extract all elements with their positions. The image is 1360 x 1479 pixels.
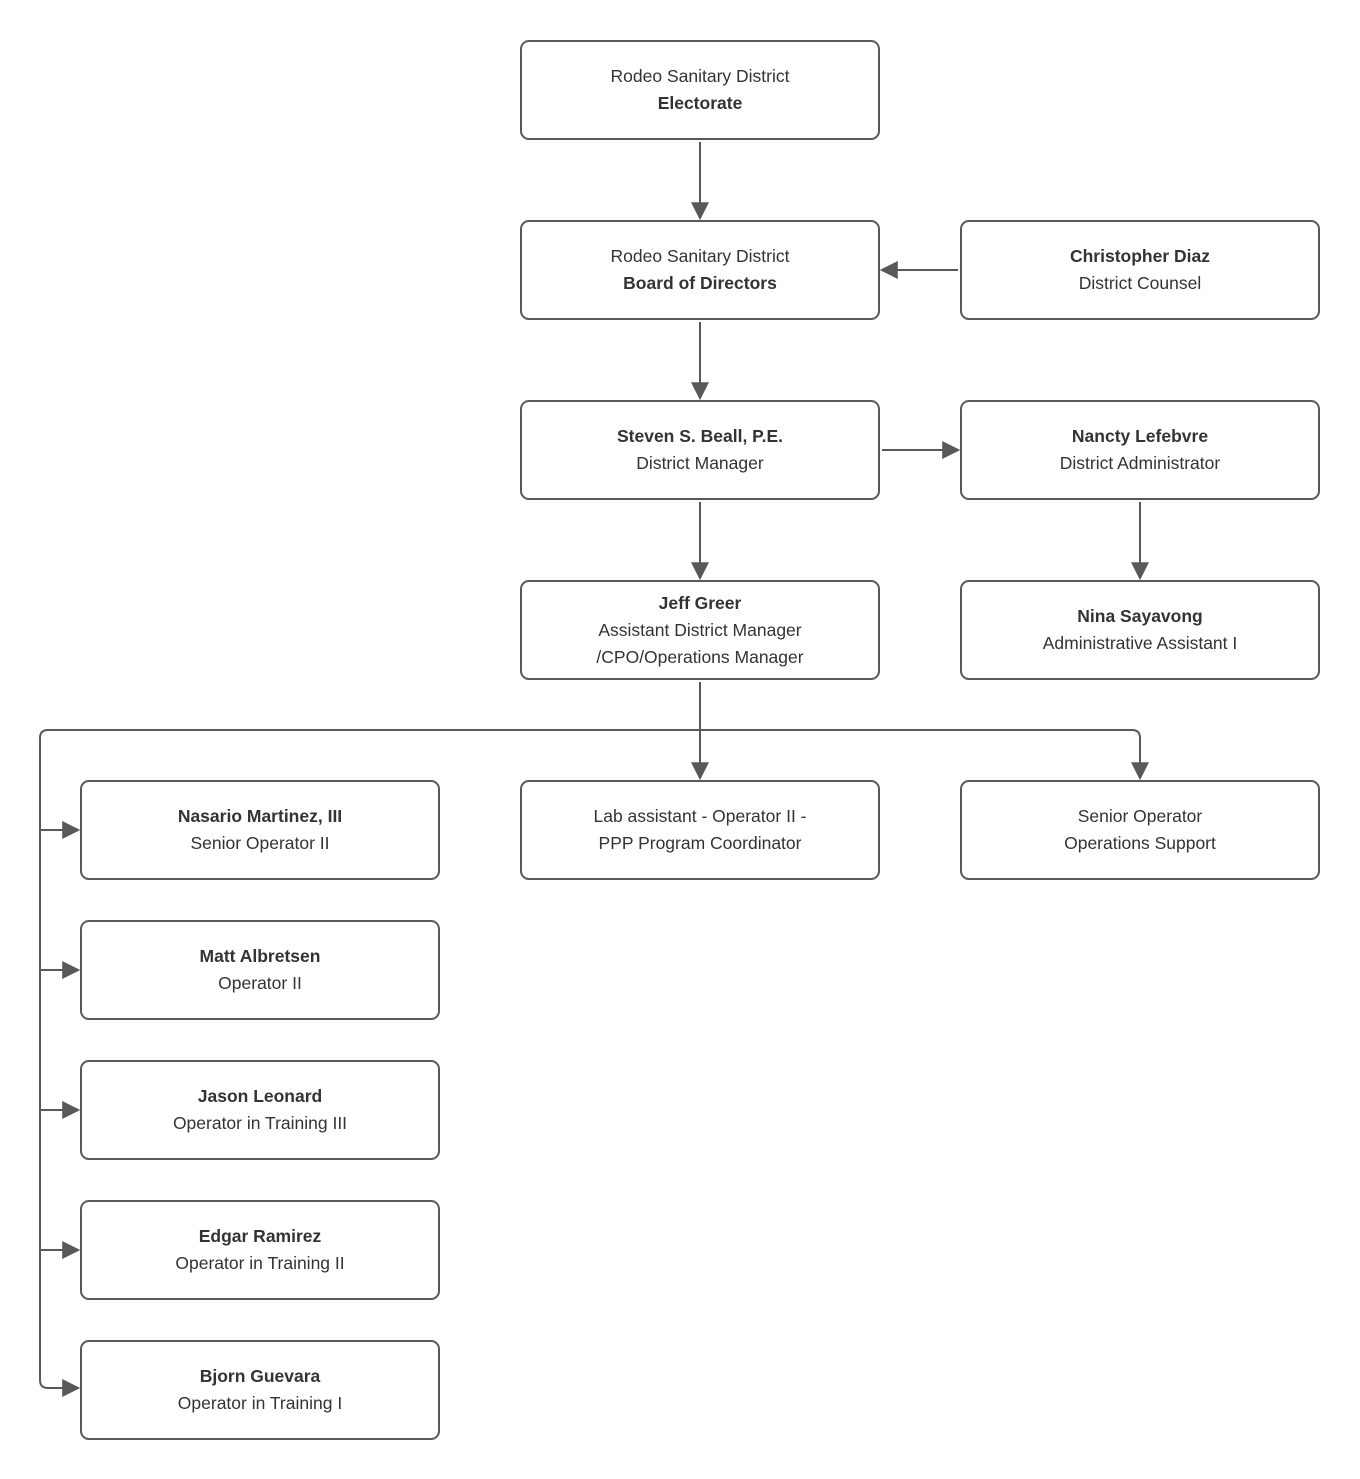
- node-district-manager: [520, 400, 880, 500]
- node-board-org: Rodeo Sanitary District: [610, 246, 790, 266]
- node-operator-in-training-ii-title: Operator in Training II: [175, 1253, 345, 1273]
- node-administrator-title: District Administrator: [1059, 453, 1221, 473]
- node-assistant-manager-title-2: /CPO/Operations Manager: [596, 646, 804, 667]
- node-manager-name: Steven S. Beall, P.E.: [616, 426, 783, 446]
- node-admin-assistant-name: Nina Sayavong: [1077, 606, 1203, 626]
- node-district-counsel: [960, 220, 1320, 320]
- node-electorate-role: Electorate: [657, 93, 743, 113]
- node-operator-in-training-ii: [80, 1200, 440, 1300]
- node-manager-title: District Manager: [636, 453, 764, 473]
- node-assistant-manager-name: Jeff Greer: [658, 592, 742, 613]
- node-operator-in-training-i: [80, 1340, 440, 1440]
- node-lab-assistant-line-2: PPP Program Coordinator: [598, 833, 802, 853]
- node-administrator-name: Nancty Lefebvre: [1071, 426, 1209, 446]
- node-senior-operator-support-line-1: Senior Operator: [1077, 806, 1203, 826]
- node-senior-operator-support-line-2: Operations Support: [1064, 833, 1216, 853]
- node-operator-in-training-i-name: Bjorn Guevara: [199, 1366, 321, 1386]
- node-administrative-assistant: [960, 580, 1320, 680]
- node-assistant-manager-title-1: Assistant District Manager: [598, 619, 802, 640]
- node-operator-ii: [80, 920, 440, 1020]
- node-senior-operator-ii-name: Nasario Martinez, III: [177, 806, 343, 826]
- node-board-role: Board of Directors: [623, 273, 777, 293]
- node-operator-ii-name: Matt Albretsen: [199, 946, 321, 966]
- node-board-of-directors: [520, 220, 880, 320]
- node-senior-operator-ii-title: Senior Operator II: [190, 833, 330, 853]
- node-lab-assistant: [520, 780, 880, 880]
- node-operator-in-training-iii-name: Jason Leonard: [197, 1086, 323, 1106]
- node-operator-in-training-i-title: Operator in Training I: [177, 1393, 343, 1413]
- node-operator-ii-title: Operator II: [218, 973, 302, 993]
- node-assistant-district-manager: [520, 580, 880, 680]
- node-lab-assistant-line-1: Lab assistant - Operator II -: [593, 806, 807, 826]
- node-operator-in-training-ii-name: Edgar Ramirez: [198, 1226, 322, 1246]
- node-electorate: [520, 40, 880, 140]
- node-operator-in-training-iii-title: Operator in Training III: [172, 1113, 348, 1133]
- node-operator-in-training-iii: [80, 1060, 440, 1160]
- node-admin-assistant-title: Administrative Assistant I: [1042, 633, 1238, 653]
- node-senior-operator-support: [960, 780, 1320, 880]
- node-electorate-org: Rodeo Sanitary District: [610, 66, 790, 86]
- node-counsel-name: Christopher Diaz: [1069, 246, 1211, 266]
- node-senior-operator-ii: [80, 780, 440, 880]
- edge-assistant-manager-senior-operator-support: [700, 730, 1140, 764]
- node-counsel-title: District Counsel: [1078, 273, 1202, 293]
- node-district-administrator: [960, 400, 1320, 500]
